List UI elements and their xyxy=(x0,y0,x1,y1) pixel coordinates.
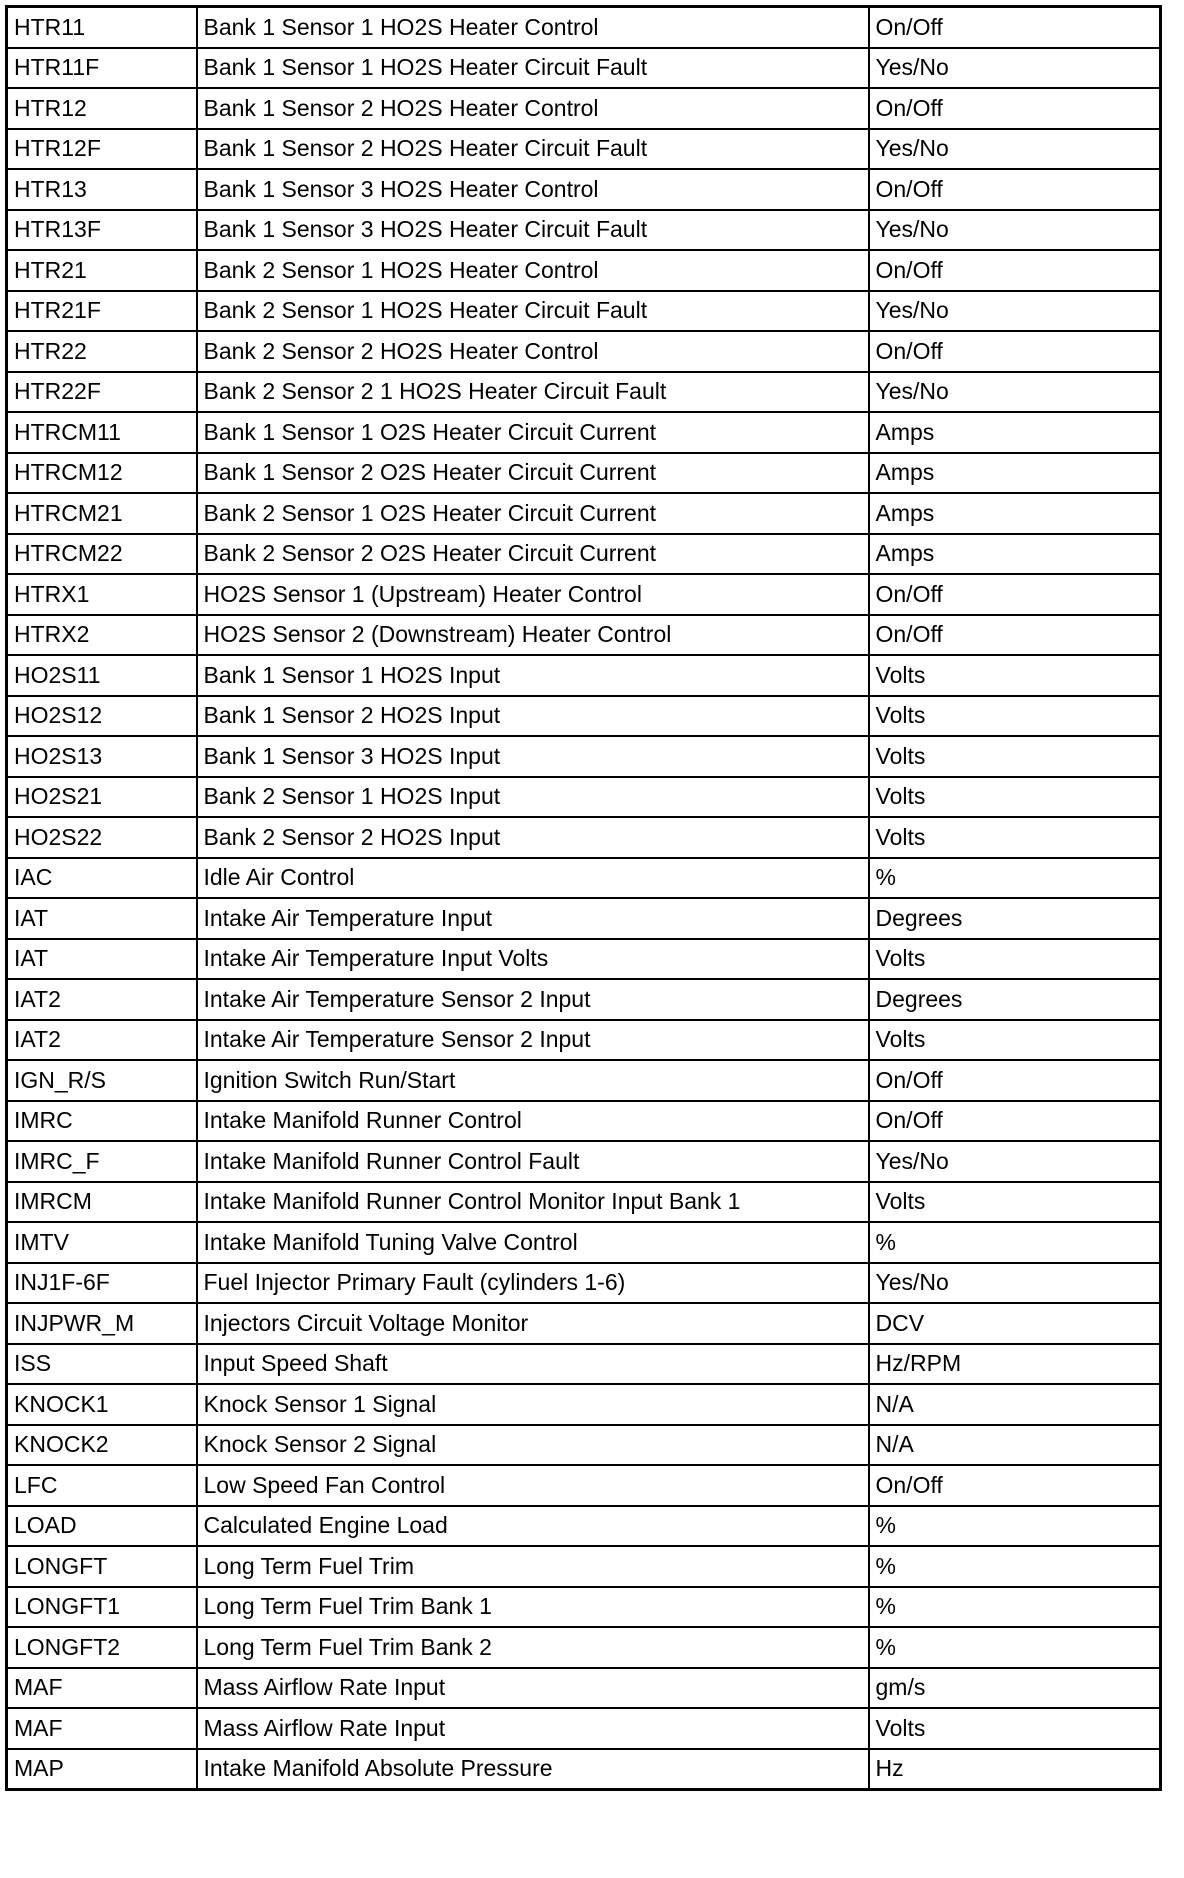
pid-unit-cell: On/Off xyxy=(869,169,1161,210)
pid-unit-cell: Yes/No xyxy=(869,129,1161,170)
pid-unit-cell: Hz/RPM xyxy=(869,1344,1161,1385)
pid-code-cell: HTR12F xyxy=(7,129,197,170)
table-row xyxy=(7,1182,1161,1223)
table-row xyxy=(7,1546,1161,1587)
pid-description-cell: Long Term Fuel Trim Bank 1 xyxy=(197,1587,869,1628)
pid-code-cell: MAF xyxy=(7,1708,197,1749)
pid-unit-cell: DCV xyxy=(869,1303,1161,1344)
pid-description-cell: Long Term Fuel Trim xyxy=(197,1546,869,1587)
pid-code-cell: KNOCK2 xyxy=(7,1425,197,1466)
pid-unit-cell: % xyxy=(869,858,1161,899)
pid-unit-cell: Volts xyxy=(869,817,1161,858)
pid-code-cell: IMRC xyxy=(7,1101,197,1142)
pid-code-cell: HTRCM22 xyxy=(7,534,197,575)
pid-description-cell: HO2S Sensor 2 (Downstream) Heater Control xyxy=(197,615,869,656)
table-row xyxy=(7,412,1161,453)
table-row xyxy=(7,574,1161,615)
pid-description-cell: Mass Airflow Rate Input xyxy=(197,1708,869,1749)
table-row xyxy=(7,1506,1161,1547)
pid-code-cell: HTRCM12 xyxy=(7,453,197,494)
pid-code-cell: LONGFT1 xyxy=(7,1587,197,1628)
pid-description-cell: Idle Air Control xyxy=(197,858,869,899)
pid-description-cell: Intake Manifold Absolute Pressure xyxy=(197,1749,869,1790)
pid-code-cell: HTRCM11 xyxy=(7,412,197,453)
pid-description-cell: Bank 1 Sensor 2 HO2S Heater Circuit Fault xyxy=(197,129,869,170)
pid-unit-cell: On/Off xyxy=(869,1465,1161,1506)
pid-unit-cell: On/Off xyxy=(869,250,1161,291)
pid-description-cell: Input Speed Shaft xyxy=(197,1344,869,1385)
pid-unit-cell: Yes/No xyxy=(869,1141,1161,1182)
table-row xyxy=(7,250,1161,291)
pid-code-cell: IMTV xyxy=(7,1222,197,1263)
pid-unit-cell: Volts xyxy=(869,696,1161,737)
pid-description-cell: Mass Airflow Rate Input xyxy=(197,1668,869,1709)
pid-code-cell: HTRCM21 xyxy=(7,493,197,534)
table-row xyxy=(7,1141,1161,1182)
pid-description-cell: Intake Air Temperature Input Volts xyxy=(197,939,869,980)
pid-unit-cell: Amps xyxy=(869,453,1161,494)
table-row xyxy=(7,1627,1161,1668)
pid-table xyxy=(5,5,1162,1791)
pid-unit-cell: % xyxy=(869,1627,1161,1668)
pid-unit-cell: On/Off xyxy=(869,615,1161,656)
pid-code-cell: MAP xyxy=(7,1749,197,1790)
pid-code-cell: HTR22 xyxy=(7,331,197,372)
pid-unit-cell: Volts xyxy=(869,736,1161,777)
pid-code-cell: IAT2 xyxy=(7,1020,197,1061)
pid-code-cell: LFC xyxy=(7,1465,197,1506)
table-row xyxy=(7,1020,1161,1061)
table-row xyxy=(7,1384,1161,1425)
pid-description-cell: Fuel Injector Primary Fault (cylinders 1-6) xyxy=(197,1263,869,1304)
pid-code-cell: HO2S22 xyxy=(7,817,197,858)
pid-description-cell: Bank 2 Sensor 1 HO2S Input xyxy=(197,777,869,818)
table-row xyxy=(7,777,1161,818)
pid-unit-cell: Degrees xyxy=(869,979,1161,1020)
pid-code-cell: IMRCM xyxy=(7,1182,197,1223)
pid-unit-cell: % xyxy=(869,1222,1161,1263)
pid-description-cell: Intake Air Temperature Input xyxy=(197,898,869,939)
pid-unit-cell: On/Off xyxy=(869,1101,1161,1142)
pid-unit-cell: Amps xyxy=(869,412,1161,453)
pid-description-cell: Intake Manifold Runner Control Fault xyxy=(197,1141,869,1182)
table-row xyxy=(7,331,1161,372)
pid-code-cell: HTR11F xyxy=(7,48,197,89)
table-row xyxy=(7,493,1161,534)
table-row xyxy=(7,7,1161,48)
table-row xyxy=(7,1060,1161,1101)
pid-code-cell: IAT2 xyxy=(7,979,197,1020)
pid-description-cell: Injectors Circuit Voltage Monitor xyxy=(197,1303,869,1344)
pid-description-cell: Bank 2 Sensor 2 HO2S Input xyxy=(197,817,869,858)
pid-description-cell: Bank 1 Sensor 3 HO2S Input xyxy=(197,736,869,777)
pid-unit-cell: Amps xyxy=(869,493,1161,534)
pid-code-cell: HTR13 xyxy=(7,169,197,210)
pid-code-cell: IAC xyxy=(7,858,197,899)
pid-description-cell: Long Term Fuel Trim Bank 2 xyxy=(197,1627,869,1668)
pid-description-cell: Bank 1 Sensor 3 HO2S Heater Circuit Fault xyxy=(197,210,869,251)
pid-code-cell: IAT xyxy=(7,939,197,980)
pid-description-cell: Bank 1 Sensor 1 O2S Heater Circuit Current xyxy=(197,412,869,453)
pid-unit-cell: gm/s xyxy=(869,1668,1161,1709)
pid-unit-cell: Volts xyxy=(869,1708,1161,1749)
pid-description-cell: Bank 2 Sensor 2 O2S Heater Circuit Current xyxy=(197,534,869,575)
pid-code-cell: ISS xyxy=(7,1344,197,1385)
pid-code-cell: HTRX1 xyxy=(7,574,197,615)
table-row xyxy=(7,88,1161,129)
pid-description-cell: Bank 2 Sensor 1 HO2S Heater Circuit Fault xyxy=(197,291,869,332)
pid-description-cell: Knock Sensor 2 Signal xyxy=(197,1425,869,1466)
table-row xyxy=(7,291,1161,332)
pid-description-cell: Bank 1 Sensor 2 HO2S Heater Control xyxy=(197,88,869,129)
pid-description-cell: Ignition Switch Run/Start xyxy=(197,1060,869,1101)
pid-description-cell: Bank 1 Sensor 1 HO2S Heater Control xyxy=(197,7,869,48)
pid-code-cell: HO2S12 xyxy=(7,696,197,737)
pid-unit-cell: Hz xyxy=(869,1749,1161,1790)
pid-unit-cell: On/Off xyxy=(869,331,1161,372)
table-row xyxy=(7,453,1161,494)
table-row xyxy=(7,129,1161,170)
table-row xyxy=(7,696,1161,737)
pid-description-cell: Bank 1 Sensor 2 O2S Heater Circuit Current xyxy=(197,453,869,494)
table-row xyxy=(7,534,1161,575)
pid-description-cell: Calculated Engine Load xyxy=(197,1506,869,1547)
pid-code-cell: HO2S13 xyxy=(7,736,197,777)
pid-code-cell: MAF xyxy=(7,1668,197,1709)
pid-unit-cell: Yes/No xyxy=(869,372,1161,413)
pid-code-cell: HTRX2 xyxy=(7,615,197,656)
pid-code-cell: IGN_R/S xyxy=(7,1060,197,1101)
table-row xyxy=(7,1303,1161,1344)
table-row xyxy=(7,939,1161,980)
pid-unit-cell: N/A xyxy=(869,1425,1161,1466)
table-row xyxy=(7,1708,1161,1749)
table-row xyxy=(7,1344,1161,1385)
pid-code-cell: INJ1F-6F xyxy=(7,1263,197,1304)
pid-description-cell: Bank 2 Sensor 1 O2S Heater Circuit Current xyxy=(197,493,869,534)
pid-description-cell: Bank 1 Sensor 1 HO2S Heater Circuit Fault xyxy=(197,48,869,89)
table-row xyxy=(7,736,1161,777)
table-row xyxy=(7,1587,1161,1628)
pid-unit-cell: On/Off xyxy=(869,88,1161,129)
pid-code-cell: IAT xyxy=(7,898,197,939)
pid-description-cell: Low Speed Fan Control xyxy=(197,1465,869,1506)
pid-description-cell: Bank 1 Sensor 3 HO2S Heater Control xyxy=(197,169,869,210)
pid-description-cell: Intake Manifold Runner Control xyxy=(197,1101,869,1142)
table-row xyxy=(7,169,1161,210)
pid-description-cell: Bank 1 Sensor 2 HO2S Input xyxy=(197,696,869,737)
pid-code-cell: HTR12 xyxy=(7,88,197,129)
pid-description-cell: Bank 2 Sensor 2 HO2S Heater Control xyxy=(197,331,869,372)
pid-unit-cell: Volts xyxy=(869,777,1161,818)
pid-code-cell: HO2S11 xyxy=(7,655,197,696)
table-row xyxy=(7,210,1161,251)
pid-code-cell: LONGFT2 xyxy=(7,1627,197,1668)
pid-description-cell: Knock Sensor 1 Signal xyxy=(197,1384,869,1425)
pid-unit-cell: Volts xyxy=(869,1182,1161,1223)
pid-code-cell: HTR13F xyxy=(7,210,197,251)
pid-description-cell: Bank 2 Sensor 1 HO2S Heater Control xyxy=(197,250,869,291)
pid-unit-cell: Yes/No xyxy=(869,1263,1161,1304)
pid-description-cell: Intake Manifold Runner Control Monitor Input Bank 1 xyxy=(197,1182,869,1223)
table-row xyxy=(7,1749,1161,1790)
table-row xyxy=(7,1263,1161,1304)
pid-code-cell: INJPWR_M xyxy=(7,1303,197,1344)
pid-code-cell: HO2S21 xyxy=(7,777,197,818)
pid-unit-cell: Volts xyxy=(869,939,1161,980)
pid-code-cell: HTR21 xyxy=(7,250,197,291)
table-row xyxy=(7,615,1161,656)
pid-description-cell: Intake Manifold Tuning Valve Control xyxy=(197,1222,869,1263)
pid-description-cell: Bank 1 Sensor 1 HO2S Input xyxy=(197,655,869,696)
pid-code-cell: HTR11 xyxy=(7,7,197,48)
pid-code-cell: HTR21F xyxy=(7,291,197,332)
table-row xyxy=(7,48,1161,89)
pid-unit-cell: Degrees xyxy=(869,898,1161,939)
pid-unit-cell: Volts xyxy=(869,1020,1161,1061)
table-row xyxy=(7,1222,1161,1263)
pid-unit-cell: N/A xyxy=(869,1384,1161,1425)
pid-unit-cell: On/Off xyxy=(869,7,1161,48)
table-row xyxy=(7,817,1161,858)
pid-unit-cell: % xyxy=(869,1587,1161,1628)
pid-unit-cell: On/Off xyxy=(869,574,1161,615)
pid-description-cell: Bank 2 Sensor 2 1 HO2S Heater Circuit Fault xyxy=(197,372,869,413)
pid-unit-cell: Yes/No xyxy=(869,48,1161,89)
pid-unit-cell: On/Off xyxy=(869,1060,1161,1101)
pid-description-cell: Intake Air Temperature Sensor 2 Input xyxy=(197,1020,869,1061)
pid-table-body xyxy=(7,7,1161,1790)
table-row xyxy=(7,1425,1161,1466)
pid-code-cell: IMRC_F xyxy=(7,1141,197,1182)
pid-unit-cell: Yes/No xyxy=(869,210,1161,251)
table-row xyxy=(7,898,1161,939)
pid-code-cell: LOAD xyxy=(7,1506,197,1547)
table-row xyxy=(7,655,1161,696)
pid-code-cell: KNOCK1 xyxy=(7,1384,197,1425)
pid-unit-cell: % xyxy=(869,1546,1161,1587)
pid-unit-cell: % xyxy=(869,1506,1161,1547)
pid-unit-cell: Amps xyxy=(869,534,1161,575)
table-row xyxy=(7,372,1161,413)
table-row xyxy=(7,1101,1161,1142)
table-row xyxy=(7,1465,1161,1506)
pid-unit-cell: Volts xyxy=(869,655,1161,696)
pid-unit-cell: Yes/No xyxy=(869,291,1161,332)
pid-code-cell: LONGFT xyxy=(7,1546,197,1587)
pid-code-cell: HTR22F xyxy=(7,372,197,413)
pid-description-cell: Intake Air Temperature Sensor 2 Input xyxy=(197,979,869,1020)
table-row xyxy=(7,1668,1161,1709)
table-row xyxy=(7,979,1161,1020)
table-row xyxy=(7,858,1161,899)
pid-description-cell: HO2S Sensor 1 (Upstream) Heater Control xyxy=(197,574,869,615)
